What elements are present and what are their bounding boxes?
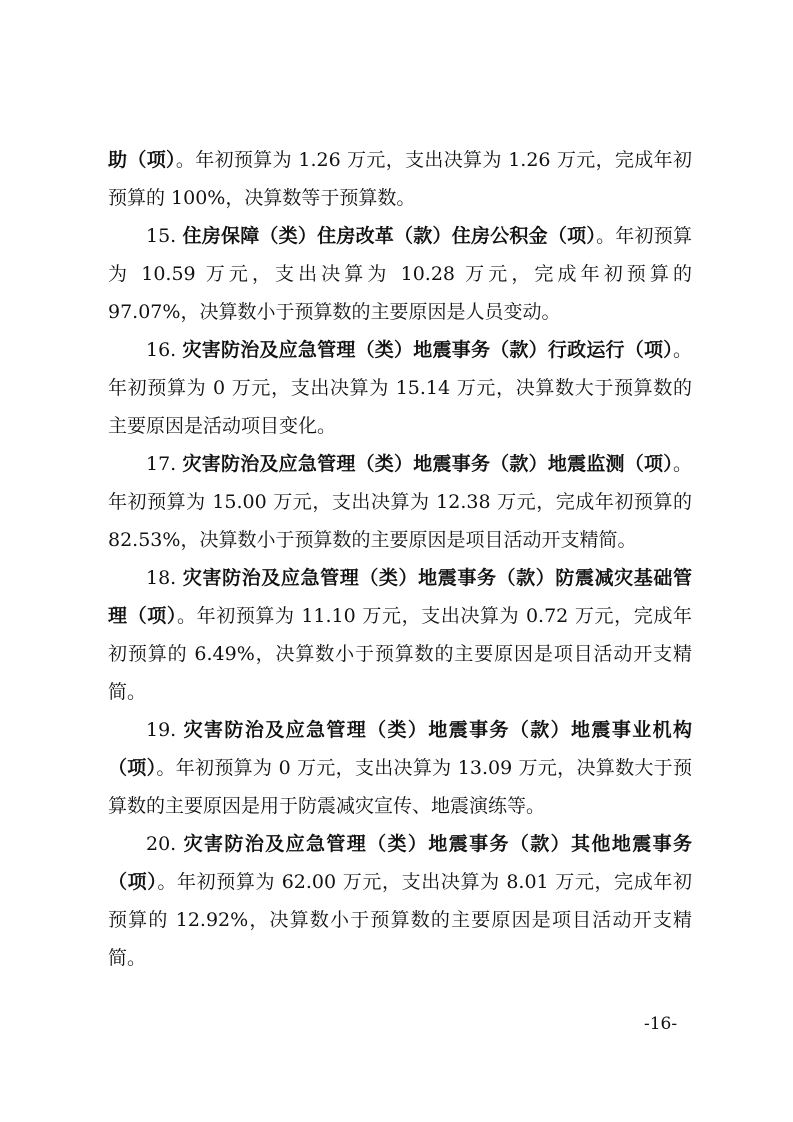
paragraph-text: 。年初预算为 11.10 万元，支出决算为 0.72 万元，完成年初预算的 6.49%，决算数小于预算数的主要原因是项目活动开支精简。: [108, 605, 692, 703]
paragraph-number: 16.: [146, 339, 183, 361]
paragraph-number: 18.: [146, 567, 183, 589]
paragraph-18: [108, 559, 692, 711]
paragraph-heading: 灾害防治及应急管理（类）地震事务（款）地震事业机构（项）: [108, 719, 692, 779]
paragraph-number: 17.: [146, 453, 183, 475]
paragraph-16: [108, 331, 692, 445]
paragraph-text: 。年初预算为 10.59 万元，支出决算为 10.28 万元，完成年初预算的 97.07%，决算数小于预算数的主要原因是人员变动。: [108, 225, 692, 323]
paragraph-text: 。年初预算为 0 万元，支出决算为 15.14 万元，决算数大于预算数的主要原因是活动项目变化。: [108, 339, 692, 437]
paragraph-text: 。年初预算为 0 万元，支出决算为 13.09 万元，决算数大于预算数的主要原因是用于防震减灾宣传、地震演练等。: [108, 757, 692, 817]
paragraph-14-continued: [108, 141, 692, 217]
paragraph-text: 。年初预算为 15.00 万元，支出决算为 12.38 万元，完成年初预算的 82.53%，决算数小于预算数的主要原因是项目活动开支精简。: [108, 453, 692, 551]
paragraph-15: [108, 217, 692, 331]
paragraph-number: 19.: [146, 719, 184, 741]
paragraph-text: 。年初预算为 62.00 万元，支出决算为 8.01 万元，完成年初预算的 12.92%，决算数小于预算数的主要原因是项目活动开支精简。: [108, 871, 692, 969]
paragraph-heading: 灾害防治及应急管理（类）地震事务（款）防震减灾基础管理（项）: [108, 567, 692, 627]
paragraph-20: [108, 825, 692, 977]
paragraph-heading: 住房保障（类）住房改革（款）住房公积金（项）: [182, 225, 597, 247]
paragraph-number: 15.: [146, 225, 183, 247]
paragraph-17: [108, 445, 692, 559]
paragraph-heading: 助（项）: [108, 149, 176, 171]
document-body: [108, 141, 692, 977]
paragraph-heading: 灾害防治及应急管理（类）地震事务（款）行政运行（项）: [182, 339, 673, 361]
page-number: -16-: [644, 1014, 678, 1034]
paragraph-heading: 灾害防治及应急管理（类）地震事务（款）其他地震事务（项）: [108, 833, 692, 893]
paragraph-text: 。年初预算为 1.26 万元，支出决算为 1.26 万元，完成年初预算的 100%，决算数等于预算数。: [108, 149, 692, 209]
paragraph-19: [108, 711, 692, 825]
paragraph-heading: 灾害防治及应急管理（类）地震事务（款）地震监测（项）: [182, 453, 673, 475]
paragraph-number: 20.: [146, 833, 184, 855]
